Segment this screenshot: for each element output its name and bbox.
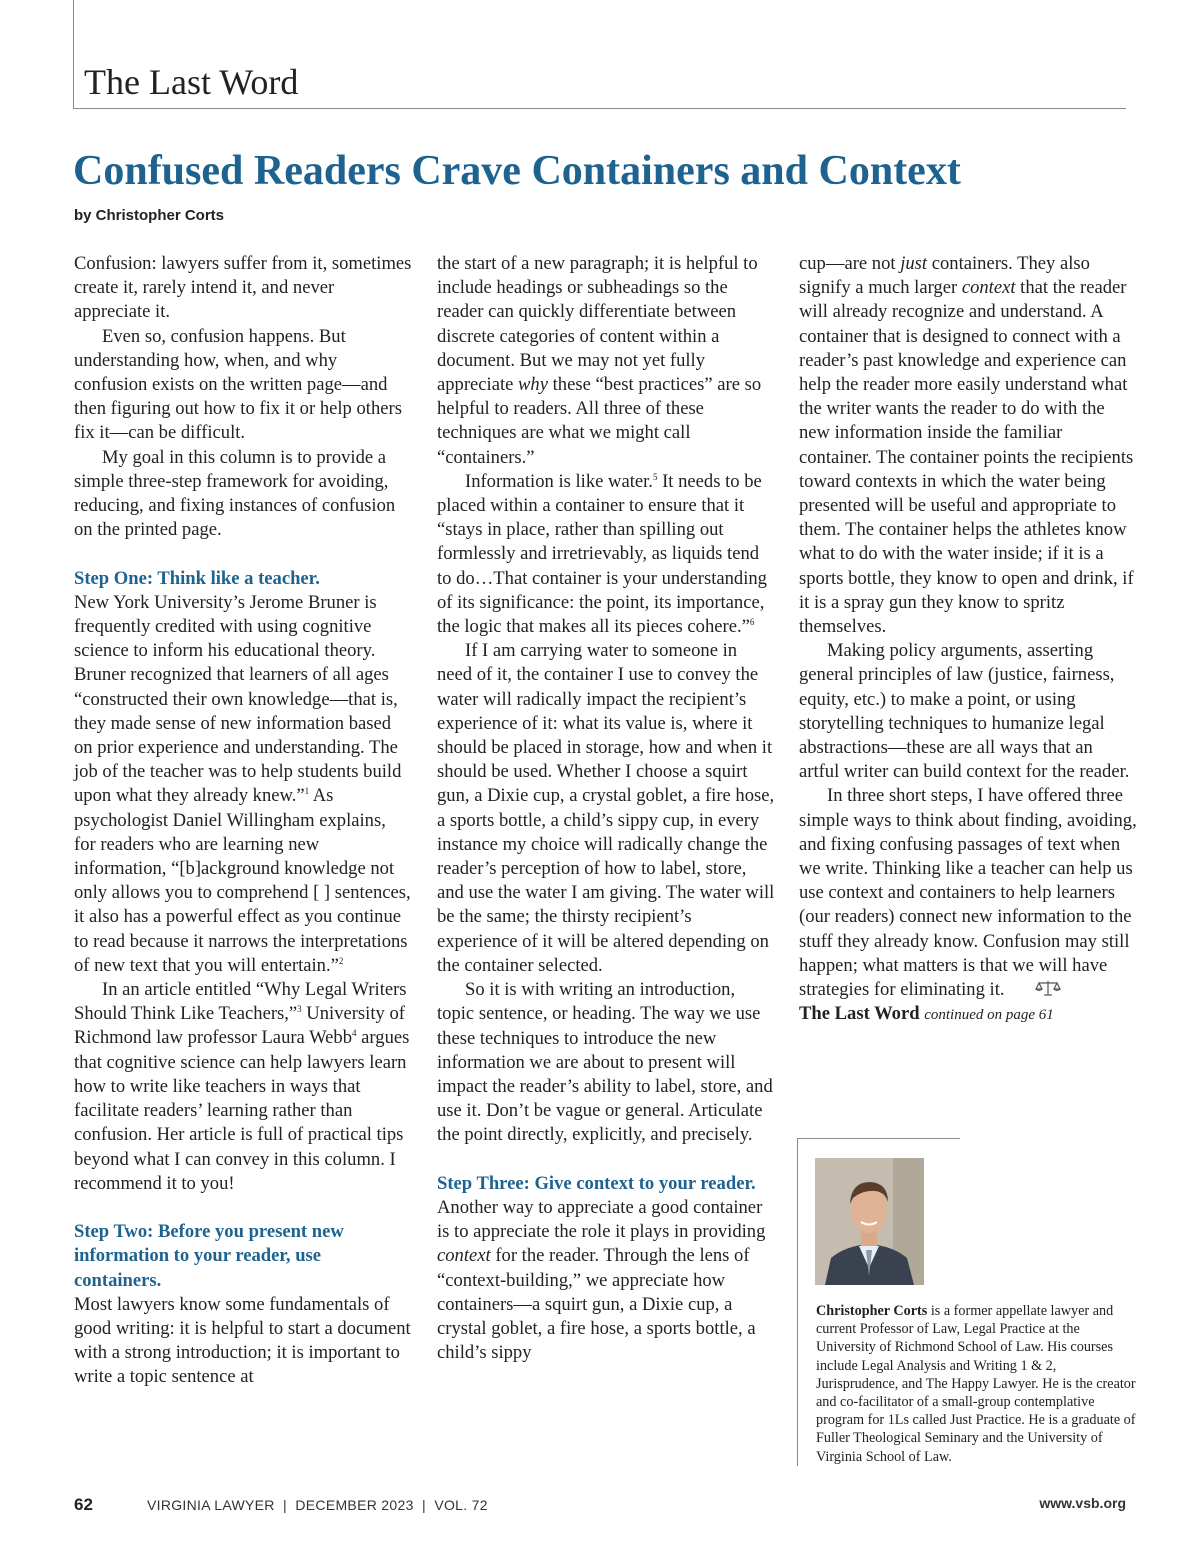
website-link[interactable]: www.vsb.org [1039,1495,1126,1511]
footnote-ref: 1 [304,786,310,797]
paragraph: Confusion: lawyers suffer from it, sometimes create it, rarely intend it, and never appreciate it. [74,253,412,323]
byline: by Christopher Corts [74,207,225,224]
paragraph: Making policy arguments, asserting general principles of law (justice, fairness, equity, etc.) to make a point, or using storytelling techniques to humanize legal abstractions—these are all ways that an artful writer can build context for the reader. [799,640,1130,783]
article-headline: Confused Readers Crave Containers and Context [73,148,961,194]
continued-label: The Last Word [799,1003,920,1025]
paragraph: In three short steps, I have offered three simple ways to think about finding, avoiding, and fixing confusing passages of text when we write. Thinking like a teacher can help us use context and containers to help learners (our readers) connect new information to the stuff they already know. Confusion may still happen; what matters is that we will have strategies for eliminating it. [799,785,1137,1001]
paragraph: In an article entitled “Why Legal Writers Should Think Like Teachers,”$^3$ University of Richmond law professor Laura Webb$^4$ argues that cognitive science can help lawyers learn how to write like teachers in ways that facilitate readers’ learning rather than confusion. Her article is full of practical tips beyond what I can convey in this column. I recommend it to you! [74,979,410,1194]
author-bio: Christopher Corts is a former appellate lawyer and current Professor of Law, Legal Practice at the University of Richmond School of Law. His courses include Legal Analysis and Writing 1 & 2, Jurisprudence, and The Happy Lawyer. He is the creator and co-facilitator of a small-group contemplative program for 1Ls called Just Practice. He is a graduate of Fuller Theological Seminary and the University of Virginia School of Law. [816,1303,1136,1465]
page-number: 62 [74,1495,93,1514]
paragraph: Another way to appreciate a good container is to appreciate the role it plays in providing context for the reader. Through the lens of “context-building,” we appreciate how containers—a squirt gun, a Dixie cup, a crystal goblet, a fire hose, a sports bottle, a child’s sippy [437,1196,766,1364]
article-column-3 [799,252,1137,1028]
paragraph: So it is with writing an introduction, topic sentence, or heading. The way we use these techniques to introduce the new information we are about to present will impact the reader’s ability to label, store, and use it. Don’t be vague or general. Articulate the point directly, explicitly, and precisely. [437,979,773,1146]
continued-note [799,1002,1137,1027]
article-column-2 [437,252,775,1365]
bio-rule-vertical [797,1138,798,1466]
scales-of-justice-icon [1007,979,1033,997]
paragraph: Information is like water.$^5$ It needs to be placed within a container to ensure that it “stays in place, rather than spilling out formlessly and irretrievably, as liquids tend to do…That container is your understanding of its significance: the point, its importance, the logic that makes all its pieces cohere.”$^6$ [437,470,767,638]
author-name: Christopher Corts [816,1303,928,1319]
footnote-ref: 3 [297,1004,302,1015]
section-rule-horizontal [73,108,1126,109]
step-two-heading: Step Two: Before you present new information to your reader, use containers. [74,1221,344,1291]
continued-text: continued on page 61 [924,1007,1054,1024]
step-three-heading: Step Three: Give context to your reader. [437,1172,756,1194]
paragraph: Even so, confusion happens. But understanding how, when, and why confusion exists on the written page—and then figuring out how to fix it or help others fix it—can be difficult. [74,325,402,444]
paragraph: Most lawyers know some fundamentals of good writing: it is helpful to start a document with a strong introduction; it is important to write a topic sentence at [74,1293,411,1388]
publication-info: VIRGINIA LAWYER | DECEMBER 2023 | VOL. 72 [147,1497,488,1513]
bio-rule-horizontal [797,1138,960,1139]
paragraph: If I am carrying water to someone in need of it, the container I use to convey the water will radically impact the recipient’s experience of it: what its value is, where it should be placed in storage, how and when it should be used. Whether I choose a squirt gun, a Dixie cup, a crystal goblet, a fire hose, a sports bottle, a child’s sippy cup, in every instance my choice will radically change the reader’s perception of how to label, store, and use the water I am giving. The water will be the same; the thirsty recipient’s experience of it will be altered depending on the container selected. [437,640,775,976]
paragraph: New York University’s Jerome Bruner is frequently credited with using cognitive science to inform his educational theory. Bruner recognized that learners of all ages “constructed their own knowledge—that is, they made sense of new information based on prior experience and understanding. The job of the teacher was to help students build upon what they already knew.”$^1$ As psychologist Daniel Willingham explains, for readers who are learning new information, “[b]ackground knowledge not only allows you to comprehend [ ] sentences, it also has a powerful effect as you continue to read because it narrows the interpretations of new text that you will entertain.”$^2$ [74,591,411,976]
footnote-ref: 4 [352,1028,357,1039]
step-one-heading: Step One: Think like a teacher. [74,567,320,589]
footnote-ref: 2 [338,955,344,966]
paragraph: the start of a new paragraph; it is helpful to include headings or subheadings so the reader can quickly differentiate between discrete categories of content within a document. But we may not yet fully appreciate why these “best practices” are so helpful to readers. All three of these techniques are what we might call “containers.” [437,253,762,468]
footnote-ref: 6 [749,617,755,628]
footnote-ref: 5 [652,471,658,482]
section-title: The Last Word [84,62,299,102]
paragraph: My goal in this column is to provide a simple three-step framework for avoiding, reducing, and fixing instances of confusion on the printed page. [74,446,396,541]
section-rule-vertical [73,0,74,108]
paragraph: cup—are not just containers. They also signify a much larger context that the reader will already recognize and understand. A container that is designed to connect with a reader’s past knowledge and experience can help the reader more easily understand what the writer wants the reader to do with the new information inside the familiar container. The container points the recipients toward contexts in which the water being presented will be useful and appropriate to them. The container helps the athletes know what to do with the water inside; if it is a sports bottle, they know to open and drink, if it is a spray gun they know to spritz themselves. [799,253,1134,638]
author-photo [815,1158,924,1285]
article-column-1 [74,252,412,1390]
